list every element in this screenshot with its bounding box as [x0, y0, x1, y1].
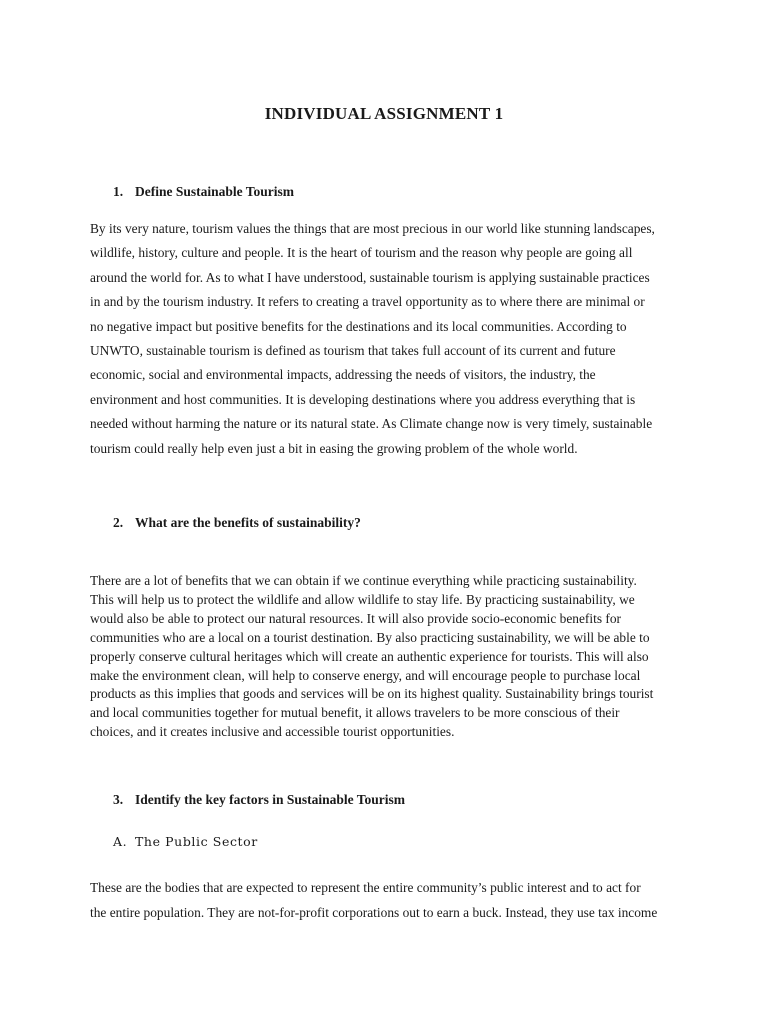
paragraph-line: no negative impact but positive benefits for the destinations and its local communities. According to — [90, 318, 627, 334]
section-1-paragraph — [90, 217, 690, 461]
paragraph-line: This will help us to protect the wildlife and allow wildlife to stay life. By practicing sustainability, we — [90, 591, 635, 607]
paragraph-line: UNWTO, sustainable tourism is defined as tourism that takes full account of its current and future — [90, 343, 616, 359]
paragraph-line: choices, and it creates inclusive and accessible tourist opportunities. — [90, 724, 455, 740]
document-title: INDIVIDUAL ASSIGNMENT 1 — [264, 104, 504, 123]
paragraph-line: properly conserve cultural heritages which will create an authentic experience for tourists. This will also — [90, 648, 649, 664]
section-1-heading — [113, 184, 294, 200]
subheading-letter: A. — [113, 834, 128, 849]
section-2-paragraph — [90, 572, 690, 742]
paragraph-line: in and by the tourism industry. It refers to creating a travel opportunity as to where there are minimal or — [90, 294, 645, 310]
paragraph-line: products as this implies that goods and services will be on its highest quality. Sustainability brings tourist — [90, 686, 654, 702]
section-3-title: Identify the key factors in Sustainable Tourism — [135, 792, 406, 807]
paragraph-line: These are the bodies that are expected to represent the entire community’s public interest and to act for — [90, 880, 641, 895]
paragraph-line: make the environment clean, will help to conserve energy, and will encourage people to purchase local — [90, 667, 641, 683]
paragraph-line: By its very nature, tourism values the things that are most precious in our world like stunning landscapes, — [90, 221, 655, 236]
paragraph-line: economic, social and environmental impacts, addressing the needs of visitors, the industry, the — [90, 367, 596, 383]
section-3-number: 3. — [113, 792, 124, 807]
paragraph-line: would also be able to protect our natural resources. It will also provide socio-economic benefits for — [90, 610, 621, 626]
section-3-paragraph — [90, 875, 690, 925]
section-3-heading — [113, 792, 405, 808]
section-1-number: 1. — [113, 184, 124, 199]
paragraph-line: wildlife, history, culture and people. It is the heart of tourism and the reason why people are going all — [90, 245, 633, 261]
section-2-number: 2. — [113, 515, 124, 530]
paragraph-line: communities who are a local on a tourist destination. By also practicing sustainability, we will be able to — [90, 629, 650, 645]
paragraph-line: needed without harming the nature or its natural state. As Climate change now is very timely, sustainable — [90, 416, 653, 432]
paragraph-line: and local communities together for mutual benefit, it allows travelers to be more conscious of their — [90, 705, 620, 721]
section-2-title: What are the benefits of sustainability? — [135, 515, 361, 530]
section-1-title: Define Sustainable Tourism — [135, 184, 295, 199]
paragraph-line: environment and host communities. It is developing destinations where you address everything that is — [90, 391, 636, 407]
paragraph-line: the entire population. They are not-for-profit corporations out to earn a buck. Instead, they use tax income — [90, 905, 658, 920]
section-3-subheading — [113, 834, 258, 849]
paragraph-line: around the world for. As to what I have understood, sustainable tourism is applying sustainable practices — [90, 269, 650, 285]
paragraph-line: There are a lot of benefits that we can obtain if we continue everything while practicing sustainability. — [90, 573, 637, 588]
subheading-title: The Public Sector — [135, 834, 258, 849]
paragraph-line: tourism could really help even just a bit in easing the growing problem of the whole world. — [90, 440, 578, 456]
section-2-heading — [113, 515, 361, 531]
